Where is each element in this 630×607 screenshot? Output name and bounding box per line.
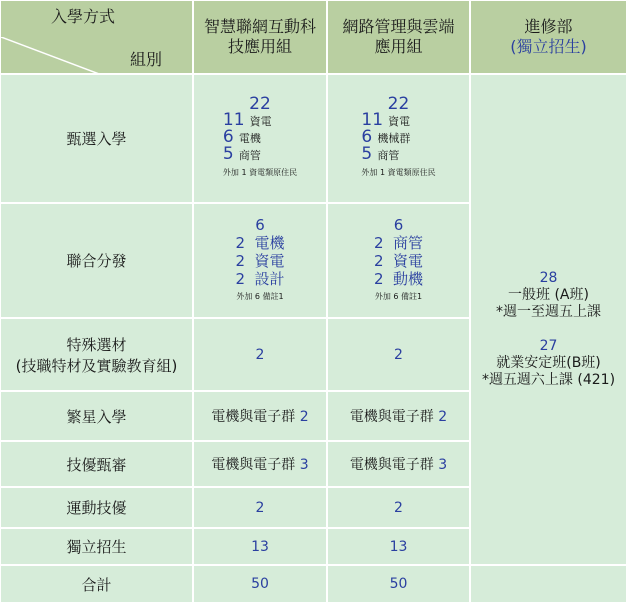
note-indigenous: 外加 1 資電類原住民 (361, 168, 436, 177)
cell-independent-col1: 13 (194, 529, 328, 566)
row-label-star-plan: 繁星入學 (1, 392, 194, 442)
cell-special-col2: 2 (328, 319, 471, 392)
corner-admission-label: 入學方式 (51, 7, 116, 26)
row-label-total: 合計 (1, 566, 194, 604)
cell-star-col2: 電機與電子群 2 (328, 392, 471, 442)
row-label-selection: 甄選入學 (1, 75, 194, 204)
cell-total-col1: 50 (194, 566, 328, 604)
cell-skill-col1: 電機與電子群 3 (194, 442, 328, 488)
corner-header-cell (1, 1, 194, 75)
cell-joint-col2: 6 2 商管 2 資電 2 動機 外加 6 備註1 (328, 204, 471, 319)
cell-special-col1: 2 (194, 319, 328, 392)
row-label-joint-placement: 聯合分發 (1, 204, 194, 319)
note-indigenous: 外加 1 資電類原住民 (222, 168, 298, 177)
row-label-independent: 獨立招生 (1, 529, 194, 566)
continuing-ed-cell (471, 75, 628, 566)
corner-group-label: 組別 (129, 50, 162, 69)
cell-star-col1: 電機與電子群 2 (194, 392, 328, 442)
cell-total-col2: 50 (328, 566, 471, 604)
class-a-schedule: *週一至週五上課 (496, 304, 601, 320)
cell-independent-col2: 13 (328, 529, 471, 566)
cell-total-continuing (471, 566, 628, 604)
row-label-sports: 運動技優 (1, 488, 194, 529)
cell-skill-col2: 電機與電子群 3 (328, 442, 471, 488)
note-extra: 外加 6 備註1 (236, 291, 284, 301)
admission-quota-table (1, 1, 628, 604)
col-header-network-cloud: 網路管理與雲端應用組 (328, 1, 471, 75)
diagonal-divider (1, 37, 194, 75)
cell-sports-col1: 2 (194, 488, 328, 529)
class-a-quota: 28 (539, 270, 558, 286)
cell-joint-col1: 6 2 電機 2 資電 2 設計 外加 6 備註1 (194, 204, 328, 319)
class-a-name: 一般班 (A班) (508, 287, 589, 303)
note-extra: 外加 6 備註1 (374, 291, 423, 301)
cell-selection-col1: 22 11 資電 6 電機 5 商管 外加 1 資電類原住民 (194, 75, 328, 204)
row-label-special-talent: 特殊選材 (技職特材及實驗教育組) (1, 319, 194, 392)
cell-selection-col2: 22 11 資電 6 機械群 5 商管 外加 1 資電類原住民 (328, 75, 471, 204)
class-b-name: 就業安定班(B班) (496, 355, 601, 371)
class-b-schedule: *週五週六上課 (421) (481, 372, 616, 388)
col-header-continuing-ed: 進修部 (獨立招生) (471, 1, 628, 75)
cell-sports-col2: 2 (328, 488, 471, 529)
row-label-skill-excellence: 技優甄審 (1, 442, 194, 488)
class-b-quota: 27 (539, 338, 558, 354)
col-header-smart-iot: 智慧聯網互動科技應用組 (194, 1, 328, 75)
